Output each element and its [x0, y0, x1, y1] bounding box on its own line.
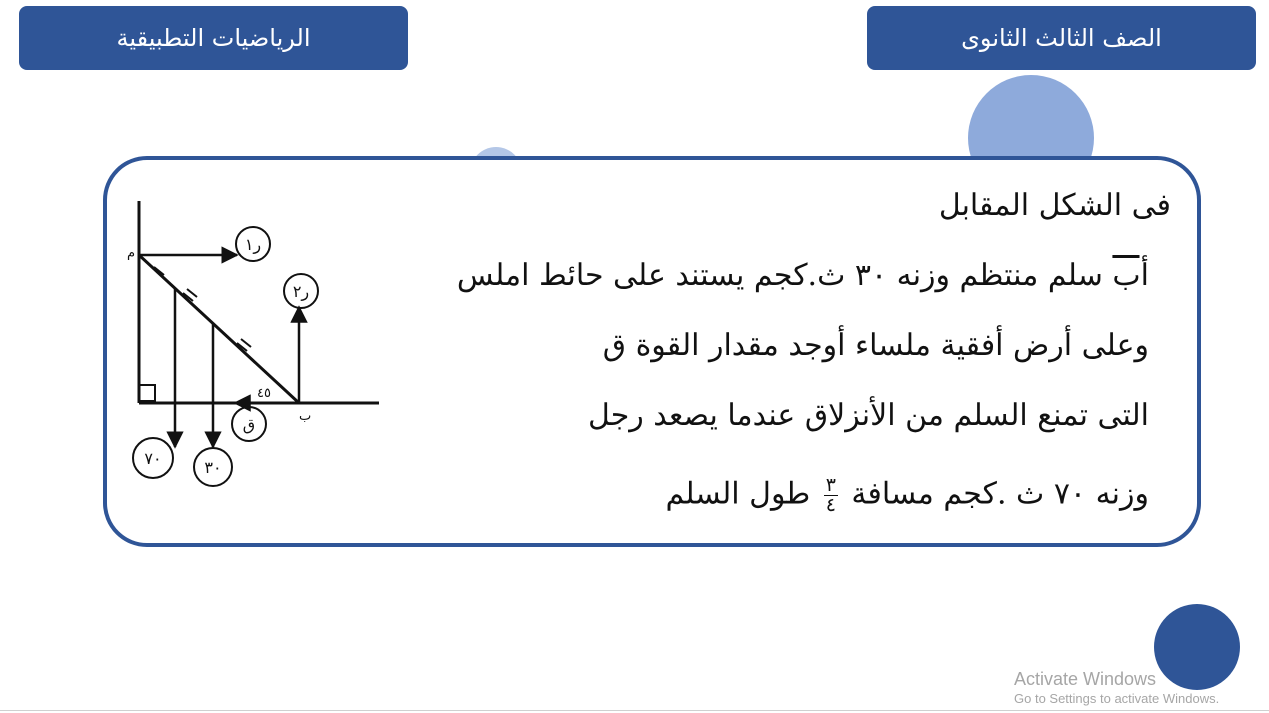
angle-label: ٤٥: [257, 386, 271, 401]
force-r1-label: ر١: [244, 235, 262, 254]
problem-line-2: وعلى أرض أفقية ملساء أوجد مقدار القوة ق: [602, 328, 1149, 363]
ladder-line: [139, 255, 299, 403]
weight-ladder-label: ٣٠: [204, 458, 222, 477]
watermark-title: Activate Windows: [1014, 669, 1157, 689]
subject-title-box: [19, 6, 408, 70]
bottom-divider: [0, 710, 1269, 711]
problem-line-4-start: وزنه ٧٠ ث .كجم مسافة: [851, 476, 1149, 512]
fraction-denominator: ٤: [825, 494, 836, 516]
point-b-label: ب: [299, 409, 312, 424]
problem-line-1-text: سلم منتظم وزنه ٣٠ ث.كجم يستند على حائط املس: [456, 258, 1113, 293]
activation-watermark: [1014, 668, 1219, 708]
right-angle-mark: [139, 385, 155, 401]
ladder-diagram: [125, 195, 385, 495]
weight-man-label: ٧٠: [144, 449, 162, 468]
fraction-three-quarters: [824, 476, 838, 515]
tick-mark: [241, 339, 251, 347]
grade-title: الصف الثالث الثانوى: [961, 24, 1162, 52]
force-r2-label: ر٢: [292, 282, 310, 301]
point-a-label: م: [127, 246, 136, 261]
tick-mark: [187, 289, 197, 297]
grade-title-box: [867, 6, 1256, 70]
fraction-numerator: ٣: [825, 474, 836, 496]
problem-line-1: [457, 258, 1149, 293]
segment-label: أب: [1112, 258, 1149, 293]
force-q-label: ق: [242, 415, 256, 434]
problem-intro: فى الشكل المقابل: [938, 188, 1171, 223]
watermark-subtitle: Go to Settings to activate Windows.: [1014, 691, 1220, 706]
subject-title: الرياضيات التطبيقية: [116, 24, 311, 52]
problem-line-4-end: طول السلم: [665, 476, 811, 512]
problem-line-4: [665, 476, 1149, 515]
problem-line-3: التى تمنع السلم من الأنزلاق عندما يصعد رجل: [587, 398, 1149, 433]
